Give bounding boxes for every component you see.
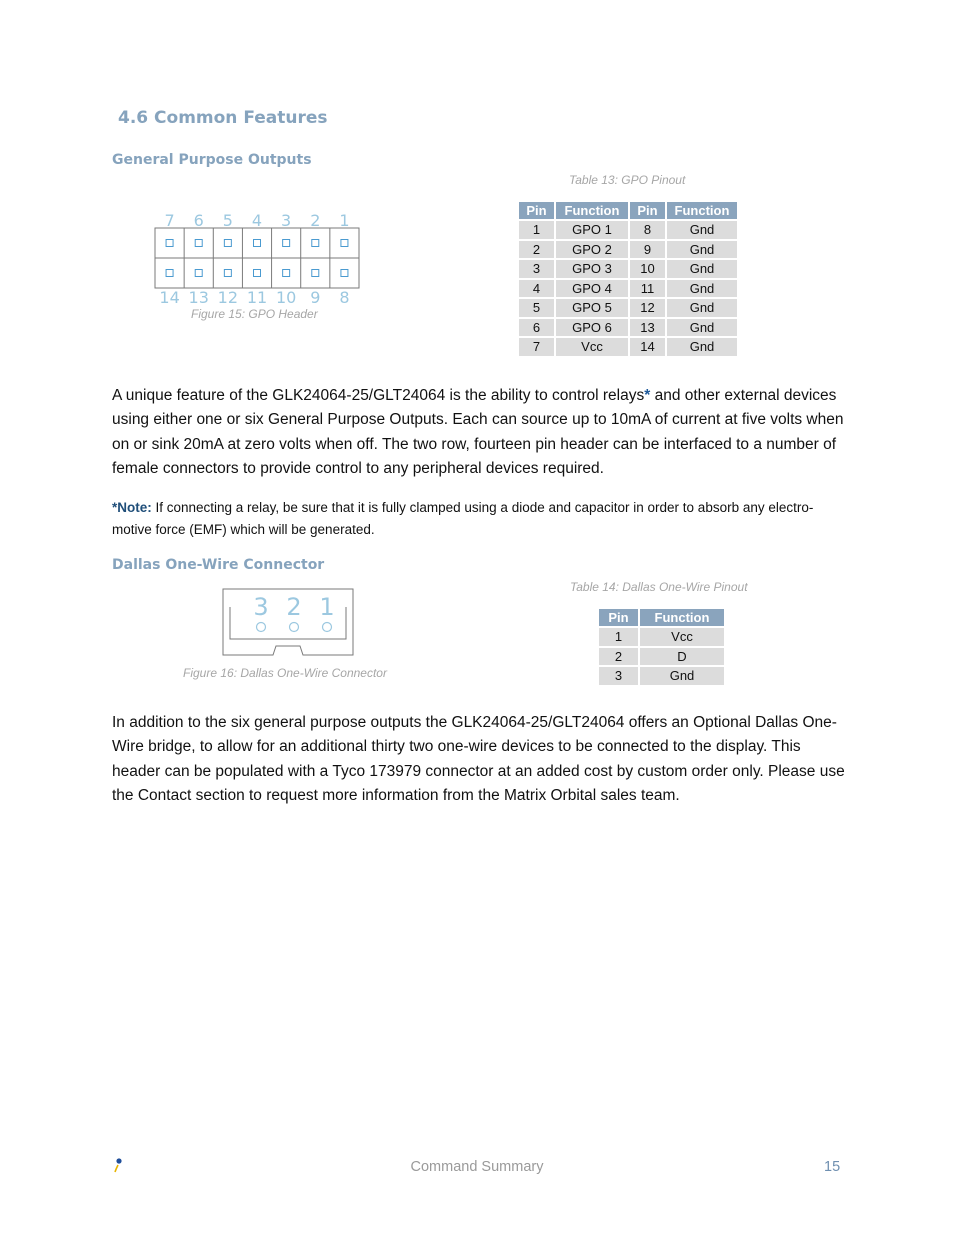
table-cell: Gnd (667, 280, 737, 298)
header-pin-number: 1 (339, 211, 350, 230)
table-row (519, 260, 737, 278)
header-pin-pad (341, 270, 348, 277)
header-pin-pad (195, 270, 202, 277)
table-header-row (519, 202, 737, 219)
table-cell: 2 (599, 648, 638, 666)
gpo-description-paragraph (112, 384, 847, 481)
connector-pin-2 (290, 623, 299, 632)
table-cell: 11 (630, 280, 665, 298)
header-pin-pad (254, 240, 261, 247)
connector-pin-1 (323, 623, 332, 632)
header-pin-pad (312, 240, 319, 247)
table-cell: GPO 4 (556, 280, 628, 298)
table-cell: Gnd (640, 667, 724, 685)
header-pin-number: 11 (246, 288, 268, 307)
header-pin-pad (195, 240, 202, 247)
footer-section-name: Command Summary (410, 1159, 544, 1175)
paragraph-text: A unique feature of the GLK24064-25/GLT24064 is the ability to control relays (112, 387, 645, 404)
header-pin-number: 9 (310, 288, 321, 307)
header-pin-number: 3 (281, 211, 292, 230)
gpo-header-bottom-numbers (159, 288, 349, 307)
table-row (519, 338, 737, 356)
connector-pin-number: 3 (253, 593, 269, 621)
gpo-header-top-numbers (164, 211, 349, 230)
header-pin-number: 7 (164, 211, 175, 230)
header-pin-pad (224, 240, 231, 247)
header-pin-pad (224, 270, 231, 277)
header-pin-number: 12 (217, 288, 239, 307)
table-cell: 3 (519, 260, 554, 278)
header-pin-pad (341, 240, 348, 247)
header-pin-number: 4 (251, 211, 263, 230)
connector-pin-number: 2 (286, 593, 302, 621)
table-cell: 2 (519, 241, 554, 259)
dallas-connector-diagram (218, 585, 360, 660)
gpo-pinout-table (517, 200, 739, 358)
column-header: Function (556, 202, 628, 219)
column-header: Pin (630, 202, 665, 219)
dallas-pinout-table (597, 607, 726, 687)
dallas-heading: Dallas One-Wire Connector (112, 557, 325, 573)
dallas-figure-caption: Figure 16: Dallas One-Wire Connector (183, 666, 387, 680)
dallas-connector-numbers (253, 593, 334, 621)
column-header: Function (640, 609, 724, 626)
table-cell: 14 (630, 338, 665, 356)
table-cell: GPO 2 (556, 241, 628, 259)
header-pin-number: 14 (159, 288, 180, 307)
gpo-table-caption: Table 13: GPO Pinout (569, 173, 686, 187)
column-header: Function (667, 202, 737, 219)
table-cell: Gnd (667, 221, 737, 239)
header-pin-pad (283, 270, 290, 277)
table-cell: 13 (630, 319, 665, 337)
table-cell: Gnd (667, 241, 737, 259)
table-cell: 7 (519, 338, 554, 356)
table-row (519, 280, 737, 298)
table-cell: Gnd (667, 319, 737, 337)
table-cell: Gnd (667, 260, 737, 278)
gpo-header-diagram (150, 208, 365, 308)
connector-pin-3 (257, 623, 266, 632)
note-text: If connecting a relay, be sure that it is fully clamped using a diode and capacitor in order to absorb any electro-motive force (EMF) which will be generated. (112, 500, 814, 537)
gpo-figure-caption: Figure 15: GPO Header (191, 307, 318, 321)
table-row (519, 319, 737, 337)
header-pin-pad (312, 270, 319, 277)
table-cell: GPO 6 (556, 319, 628, 337)
header-pin-number: 6 (193, 211, 204, 230)
table-cell: 9 (630, 241, 665, 259)
table-cell: Gnd (667, 338, 737, 356)
table-row (519, 241, 737, 259)
header-pin-number: 8 (339, 288, 350, 307)
table-cell: D (640, 648, 724, 666)
header-pin-pad (254, 270, 261, 277)
table-cell: 10 (630, 260, 665, 278)
table-cell: 1 (599, 628, 638, 646)
header-pin-number: 10 (275, 288, 297, 307)
table-header-row (599, 609, 724, 626)
table-cell: 12 (630, 299, 665, 317)
table-cell: 3 (599, 667, 638, 685)
table-cell: Vcc (640, 628, 724, 646)
gpo-heading: General Purpose Outputs (112, 152, 312, 168)
table-cell: GPO 3 (556, 260, 628, 278)
table-row (519, 299, 737, 317)
relay-note (112, 497, 847, 541)
table-row (599, 628, 724, 646)
dallas-description-paragraph: In addition to the six general purpose outputs the GLK24064-25/GLT24064 offers an Optional Dallas One-Wire bridge, to allow for an additional thirty two one-wire devices to be connected to the display. This header can be populated with a Tyco 173979 connector at an added cost by custom order only. Please use the Contact section to request more information from the Matrix Orbital sales team. (112, 714, 845, 804)
table-cell: 4 (519, 280, 554, 298)
column-header: Pin (519, 202, 554, 219)
paragraph-text: and other external devices using either one or six General Purpose Outputs. Each can source up to 10mA of current at five volts when on or sink 20mA at zero volts when off. The two row, fourteen pin header can be interfaced to a number of female connectors to provide control to any peripheral devices required. (112, 387, 844, 477)
page-number: 15 (824, 1159, 841, 1175)
header-pin-number: 2 (310, 211, 321, 230)
footnote-star: * (644, 387, 651, 404)
table-cell: GPO 5 (556, 299, 628, 317)
header-pin-pad (283, 240, 290, 247)
header-pin-number: 13 (188, 288, 209, 307)
header-pin-pad (166, 240, 173, 247)
table-row (599, 648, 724, 666)
table-row (599, 667, 724, 685)
table-cell: GPO 1 (556, 221, 628, 239)
column-header: Pin (599, 609, 638, 626)
section-title: 4.6 Common Features (118, 108, 328, 128)
connector-pin-number: 1 (319, 593, 335, 621)
table-cell: Gnd (667, 299, 737, 317)
dallas-table-caption: Table 14: Dallas One-Wire Pinout (570, 580, 748, 594)
table-cell: Vcc (556, 338, 628, 356)
table-cell: 8 (630, 221, 665, 239)
table-cell: 6 (519, 319, 554, 337)
header-pin-number: 5 (222, 211, 233, 230)
note-label: *Note: (112, 500, 152, 515)
table-cell: 1 (519, 221, 554, 239)
table-cell: 5 (519, 299, 554, 317)
table-row (519, 221, 737, 239)
header-pin-pad (166, 270, 173, 277)
